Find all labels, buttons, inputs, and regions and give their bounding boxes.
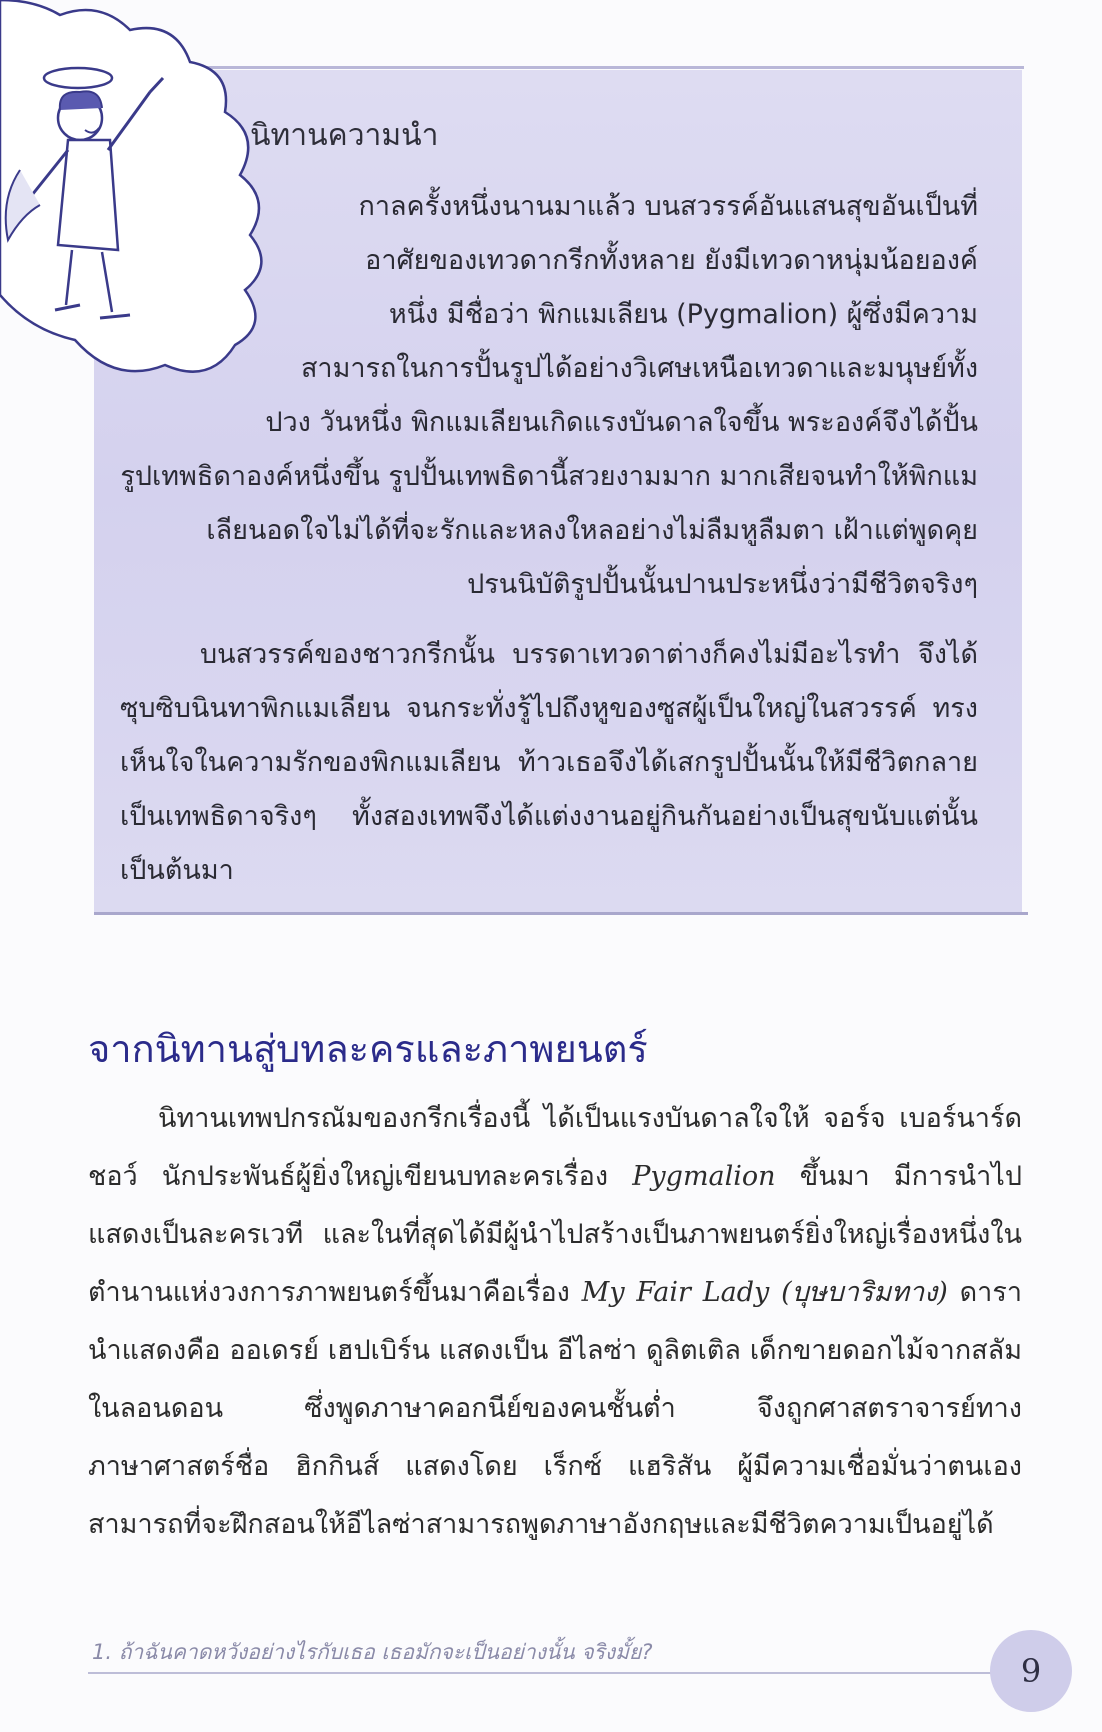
section-text-1: นิทานเทพปกรณัมของกรีกเรื่องนี้ ได้เป็นแรงบันดาลใจให้ จอร์จ เบอร์นาร์ด ชอว์ นักประพันธ์ผู้ยิ่งใหญ่เขียนบทละครเรื่อง — [88, 1103, 1022, 1192]
footer-rule — [88, 1672, 1008, 1674]
section-body — [88, 1090, 1022, 1554]
footer-chapter-note: 1. ถ้าฉันคาดหวังอย่างไรกับเธอ เธอมักจะเป็นอย่างนั้น จริงมั้ย? — [92, 1640, 653, 1664]
intro-story — [120, 180, 978, 914]
section-paragraph — [88, 1090, 1022, 1554]
page-number: 9 — [990, 1630, 1072, 1712]
section-title: จากนิทานสู่บทละครและภาพยนตร์ — [88, 1027, 648, 1071]
intro-title: นิทานความนำ — [250, 118, 439, 153]
intro-box-top-rule — [160, 66, 1024, 69]
section-text-3: ดารานำแสดงคือ ออเดรย์ เฮปเบิร์น แสดงเป็น อีไลซ่า ดูลิตเติล เด็กขายดอกไม้จากสลัมในลอนดอน ซึ่งพูดภาษาคอกนีย์ของคนชั้นต่ำ จึงถูกศาสตราจารย์ทางภาษาศาสตร์ชื่อ ฮิกกินส์ แสดงโดย เร็กซ์ แฮริสัน ผู้มีความเชื่อมั่นว่าตนเองสามารถที่จะฝึกสอนให้อีไลซ่าสามารถพูดภาษาอังกฤษและมีชีวิตความเป็นอยู่ได้ — [88, 1277, 1022, 1540]
intro-paragraph-1: กาลครั้งหนึ่งนานมาแล้ว บนสวรรค์อันแสนสุขอันเป็นที่อาศัยของเทวดากรีกทั้งหลาย ยังมีเทวดาหนุ่มน้อยองค์หนึ่ง มีชื่อว่า พิกแมเลียน (Pygmalion) ผู้ซึ่งมีความสามารถในการปั้นรูปได้อย่างวิเศษเหนือเทวดาและมนุษย์ทั้งปวง วันหนึ่ง พิกแมเลียนเกิดแรงบันดาลใจขึ้น พระองค์จึงได้ปั้นรูปเทพธิดาองค์หนึ่งขึ้น รูปปั้นเทพธิดานี้สวยงามมาก มากเสียจนทำให้พิกแมเลียนอดใจไม่ได้ที่จะรักและหลงใหลอย่างไม่ลืมหูลืมตา เฝ้าแต่พูดคุยปรนนิบัติรูปปั้นนั้นปานประหนึ่งว่ามีชีวิตจริงๆ — [120, 191, 978, 600]
film-title: My Fair Lady (บุษบาริมทาง) — [581, 1277, 948, 1308]
intro-paragraph-2: บนสวรรค์ของชาวกรีกนั้น บรรดาเทวดาต่างก็คงไม่มีอะไรทำ จึงได้ซุบซิบนินทาพิกแมเลียน จนกระทั่งรู้ไปถึงหูของซูสผู้เป็นใหญ่ในสวรรค์ ทรงเห็นใจในความรักของพิกแมเลียน ท้าวเธอจึงได้เสกรูปปั้นนั้นให้มีชีวิตกลายเป็นเทพธิดาจริงๆ ทั้งสองเทพจึงได้แต่งงานอยู่กินกันอย่างเป็นสุขนับแต่นั้นเป็นต้นมา — [120, 639, 978, 886]
section-text-2: ขึ้นมา มีการนำไปแสดงเป็นละครเวที และในที่สุดได้มีผู้นำไปสร้างเป็นภาพยนตร์ยิ่งใหญ่เรื่องหนึ่งในตำนานแห่งวงการภาพยนตร์ขึ้นมาคือเรื่อง — [88, 1161, 1023, 1308]
play-title: Pygmalion — [632, 1161, 776, 1192]
